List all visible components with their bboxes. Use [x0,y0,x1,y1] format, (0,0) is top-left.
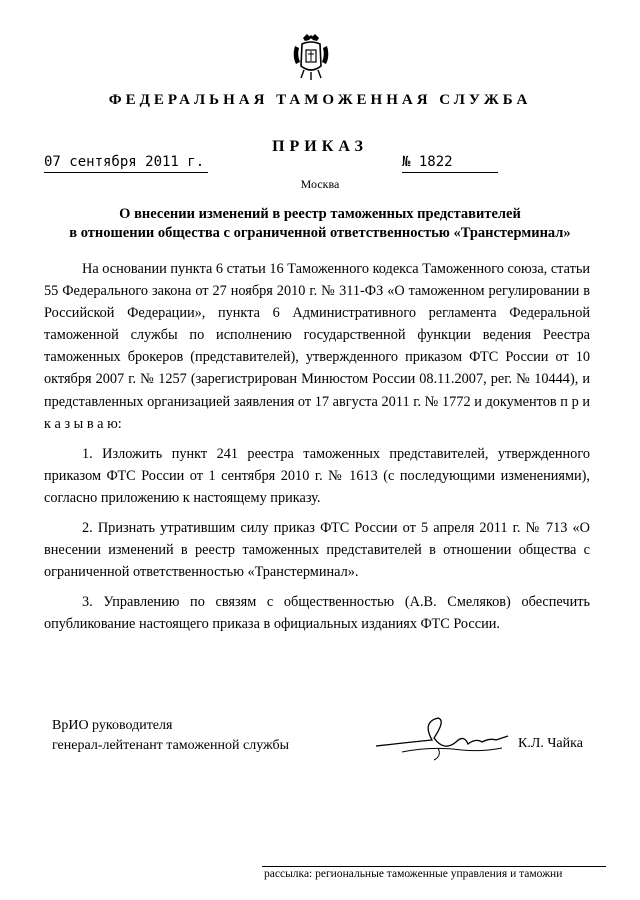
position-line-1: ВрИО руководителя [52,718,173,733]
order-body [44,258,590,636]
signatory-position [52,716,289,756]
subject-line-1: О внесении изменений в реестр таможенных представителей [119,206,521,222]
order-subject [40,205,600,243]
order-item-1: 1. Изложить пункт 241 реестра таможенных представителей, утвержденного приказом ФТС России от 1 сентября 2010 г. № 1613 (с последующими изменениями), согласно приложению к настоящему приказу. [44,445,590,506]
preamble-paragraph [44,258,590,435]
footer-divider [262,866,606,867]
order-item-2: 2. Признать утратившим силу приказ ФТС России от 5 апреля 2011 г. № 713 «О внесении изменений в реестр таможенных представителей в отношении общества с ограниченной ответственностью «Транстерминал». [44,520,590,581]
issue-city: Москва [300,177,340,191]
coat-of-arms-icon [290,32,332,82]
distribution-list: рассылка: региональные таможенные управления и таможни [264,868,563,880]
order-number: № 1822 [402,154,498,173]
subject-line-2: в отношении общества с ограниченной ответственностью «Транстерминал» [69,225,571,241]
signer-name: К.Л. Чайка [518,736,583,751]
order-date: 07 сентября 2011 г. [44,154,208,173]
position-line-2: генерал-лейтенант таможенной службы [52,738,290,753]
agency-name: ФЕДЕРАЛЬНАЯ ТАМОЖЕННАЯ СЛУЖБА [108,92,532,108]
preamble-text: На основании пункта 6 статьи 16 Таможенного кодекса Таможенного союза, статьи 55 Федерального закона от 27 ноября 2010 г. № 311-ФЗ «О таможенном регулировании в Российской Федерации», пункта 6 Административного регламента Федеральной таможенной службы по исполнению государственной функции ведения Реестра таможенных брокеров (представителей), утвержденного приказом ФТС России от 10 октября 2007 г. № 1257 (зарегистрирован Минюстом России 08.11.2007, рег. № 10444), и представленных организацией заявления от 17 августа 2011 г. № 1772 и документов [44,261,590,410]
directive-word: п р и к а з ы в а ю: [44,393,591,432]
handwritten-signature [372,712,512,768]
document-type: ПРИКАЗ [272,138,368,155]
order-item-3: 3. Управлению по связям с общественностью (А.В. Смеляков) обеспечить опубликование настоящего приказа в официальных изданиях ФТС России. [44,594,590,633]
